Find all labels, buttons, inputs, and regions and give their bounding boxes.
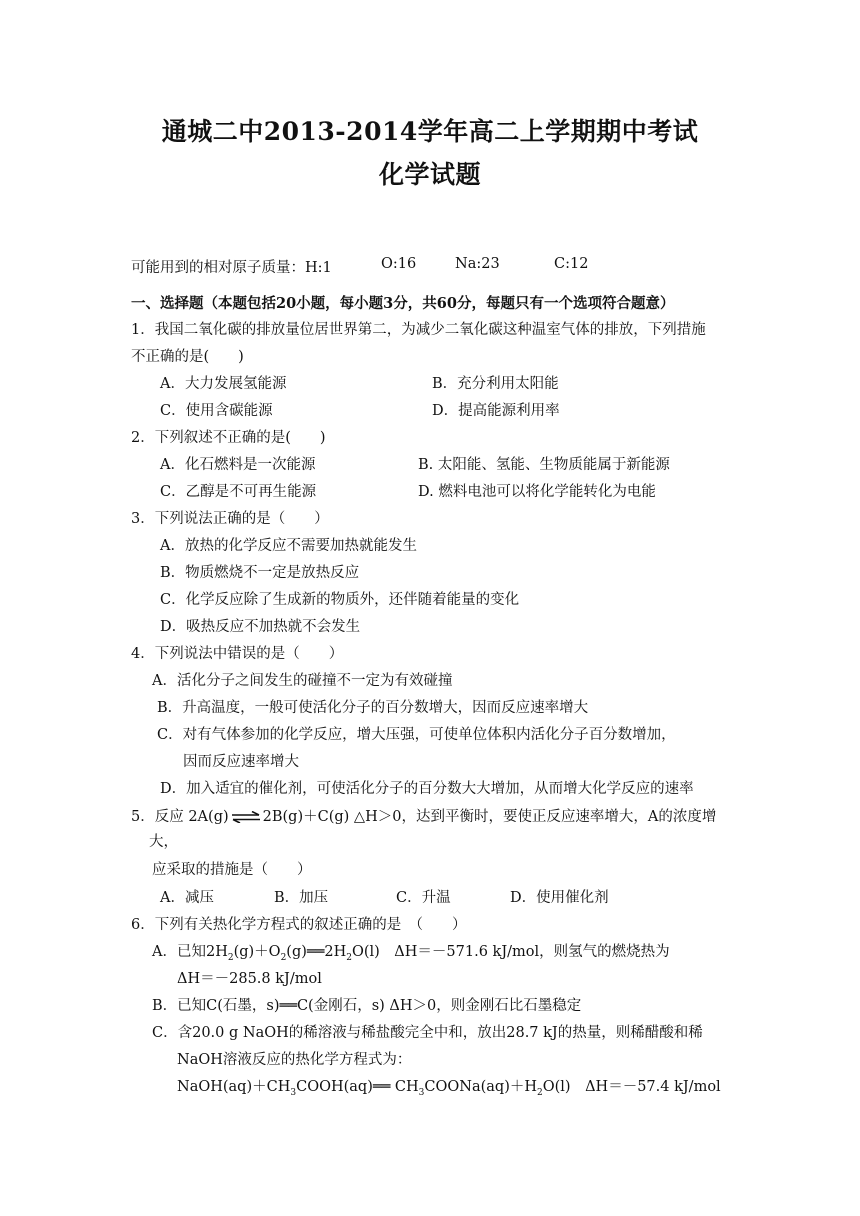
equilibrium-arrow-icon (231, 811, 261, 823)
q6-option-a-line1: A．已知$2H_2(g)+O_2(g)══2H_2O(l)$ ΔH＝－571.6 kJ/mol，则氢气的燃烧热为 (152, 944, 670, 963)
q4-option-a: A．活化分子之间发生的碰撞不一定为有效碰撞 (152, 673, 453, 689)
atomic-mass-line (131, 256, 589, 277)
atomic-mass-o: O:16 (381, 256, 417, 272)
q2-stem: 2．下列叙述不正确的是( ) (131, 430, 326, 446)
q6-option-c-equation: $NaOH(aq)+CH_3COOH(aq)══$ $CH_3COONa(aq)+H_2O(l)$ ΔH＝－57.4 kJ/mol (177, 1079, 721, 1098)
q5-stem-part2: 2B(g)＋C(g) △H＞0，达到平衡时，要使正反应速率增大，A的浓度增 (262, 809, 717, 825)
q6-option-b: B．已知C(石墨，s)══C(金刚石，s) ΔH＞0，则金刚石比石墨稳定 (152, 998, 582, 1014)
q3-option-b: B．物质燃烧不一定是放热反应 (160, 565, 360, 581)
q6-option-c-line1: C．含20.0 g NaOH的稀溶液与稀盐酸完全中和，放出28.7 kJ的热量，则稀醋酸和稀 (152, 1025, 703, 1041)
q5-stem-part1: 5．反应 2A(g) (131, 809, 229, 825)
q5-option-d: D．使用催化剂 (510, 890, 609, 906)
q5-option-a: A．减压 (160, 890, 214, 906)
q2-option-b: B. 太阳能、氢能、生物质能属于新能源 (418, 457, 670, 473)
exam-title: 通城二中2013-2014学年高二上学期期中考试 (161, 117, 699, 146)
q5-stem-line3: 应采取的措施是（ ） (152, 862, 312, 878)
q2-option-c: C．乙醇是不可再生能源 (160, 484, 317, 500)
q1-option-c: C．使用含碳能源 (160, 403, 273, 419)
q1-stem-line1: 1．我国二氧化碳的排放量位居世界第二，为减少二氧化碳这种温室气体的排放，下列措施 (131, 322, 706, 338)
section-heading: 一、选择题（本题包括20小题，每小题3分，共60分，每题只有一个选项符合题意） (131, 295, 675, 312)
q3-option-d: D．吸热反应不加热就不会发生 (160, 619, 361, 635)
q5-stem-line2: 大， (149, 834, 178, 850)
atomic-mass-c: C:12 (554, 256, 589, 272)
q5-stem-line1 (131, 805, 716, 826)
q4-option-b: B．升高温度，一般可使活化分子的百分数增大，因而反应速率增大 (157, 700, 589, 716)
atomic-mass-label: 可能用到的相对原子质量：H:1 (131, 260, 332, 276)
q2-option-d: D. 燃料电池可以将化学能转化为电能 (418, 484, 656, 500)
q3-stem: 3．下列说法正确的是（ ） (131, 511, 329, 527)
q1-option-b: B．充分利用太阳能 (432, 376, 559, 392)
atomic-mass-na: Na:23 (455, 256, 500, 272)
q6-stem: 6．下列有关热化学方程式的叙述正确的是 （ ） (131, 917, 467, 933)
q4-option-d: D．加入适宜的催化剂，可使活化分子的百分数大大增加，从而增大化学反应的速率 (160, 781, 694, 797)
q6-option-a-line2: ΔH＝－285.8 kJ/mol (177, 971, 322, 987)
q5-option-c: C．升温 (396, 890, 451, 906)
q4-option-c-line1: C．对有气体参加的化学反应，增大压强，可使单位体积内活化分子百分数增加， (157, 727, 676, 743)
q2-option-a: A．化石燃料是一次能源 (160, 457, 316, 473)
q4-option-c-line2: 因而反应速率增大 (183, 754, 299, 770)
q4-stem: 4．下列说法中错误的是（ ） (131, 646, 344, 662)
q1-option-d: D．提高能源利用率 (432, 403, 560, 419)
q1-option-a: A．大力发展氢能源 (160, 376, 287, 392)
exam-subtitle: 化学试题 (378, 160, 481, 189)
q5-option-b: B．加压 (274, 890, 329, 906)
q1-stem-line2: 不正确的是( ) (131, 349, 244, 365)
q3-option-c: C．化学反应除了生成新的物质外，还伴随着能量的变化 (160, 592, 520, 608)
q3-option-a: A．放热的化学反应不需要加热就能发生 (160, 538, 417, 554)
q6-option-c-line2: NaOH溶液反应的热化学方程式为： (177, 1052, 412, 1068)
